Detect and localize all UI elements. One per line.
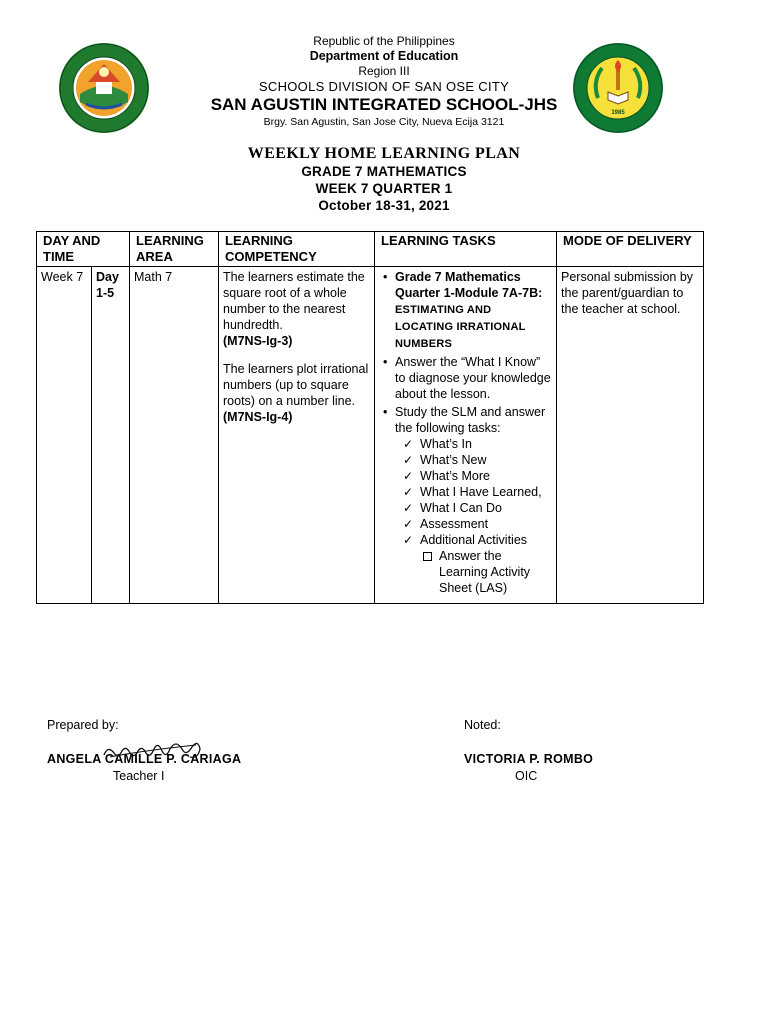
task-answer-what-i-know: • Answer the “What I Know” to diagnose your knowledge about the lesson. <box>383 354 552 402</box>
table-row <box>37 267 704 604</box>
checklist-item: ✓ Assessment <box>403 516 552 532</box>
task-module-title: Grade 7 Mathematics Quarter 1-Module 7A-7B: <box>395 270 543 300</box>
checklist-item: ✓ What I Have Learned, <box>403 484 552 500</box>
header-mode-of-delivery: MODE OF DELIVERY <box>557 232 704 267</box>
plan-title: WEEKLY HOME LEARNING PLAN <box>247 145 521 162</box>
competency-code-2: (M7NS-Ig-4) <box>223 410 293 424</box>
task-module <box>383 269 552 352</box>
letterhead <box>0 33 768 129</box>
competency-estimate: The learners estimate the square root of a whole number to the nearest hundredth. <box>223 270 365 332</box>
prepared-by-label: Prepared by: <box>47 718 119 732</box>
week-cell: Week 7 <box>37 267 92 604</box>
box-item-las: Answer the Learning Activity Sheet (LAS) <box>419 548 552 596</box>
header-learning-competency: LEARNING COMPETENCY <box>219 232 375 267</box>
noted-by-role: OIC <box>515 769 538 783</box>
checklist-item: ✓ What’s In <box>403 436 552 452</box>
noted-by-label: Noted: <box>464 718 501 732</box>
task-study-slm <box>383 404 552 596</box>
day-cell: Day 1-5 <box>92 267 130 604</box>
prepared-by-role: Teacher I <box>113 769 165 783</box>
region-line: Region III <box>358 64 410 78</box>
noted-by-block <box>464 717 593 785</box>
noted-by-name: VICTORIA P. ROMBO <box>464 752 594 766</box>
task-study-text: Study the SLM and answer the following tasks: <box>395 405 546 435</box>
header-learning-area: LEARNING AREA <box>130 232 219 267</box>
department-line: Department of Education <box>309 49 459 63</box>
checklist-item: ✓ Additional Activities <box>403 532 552 548</box>
task-module-topic: ESTIMATING AND LOCATING IRRATIONAL NUMBERS <box>395 304 526 350</box>
header-learning-tasks: LEARNING TASKS <box>375 232 557 267</box>
competency-plot: The learners plot irrational numbers (up to square roots) on a number line. <box>223 362 369 408</box>
republic-line: Republic of the Philippines <box>313 34 455 48</box>
week-quarter-line: WEEK 7 QUARTER 1 <box>315 181 453 196</box>
task-checklist <box>395 436 552 548</box>
tasks-cell <box>375 267 557 604</box>
delivery-cell: Personal submission by the parent/guardian to the teacher at school. <box>557 267 704 604</box>
school-address: Brgy. San Agustin, San Jose City, Nueva Ecija 3121 <box>263 116 505 128</box>
learning-plan-table <box>36 231 704 604</box>
table-header-row <box>37 232 704 267</box>
checklist-item: ✓ What’s More <box>403 468 552 484</box>
task-box-list <box>395 548 552 596</box>
checklist-item: ✓ What I Can Do <box>403 500 552 516</box>
plan-titles <box>0 145 768 214</box>
date-range-line: October 18-31, 2021 <box>318 198 450 213</box>
checklist-item: ✓ What’s New <box>403 452 552 468</box>
subject-line: GRADE 7 MATHEMATICS <box>301 164 467 179</box>
area-cell: Math 7 <box>130 267 219 604</box>
school-name: SAN AGUSTIN INTEGRATED SCHOOL-JHS <box>210 95 558 114</box>
prepared-by-name: ANGELA CAMILLE P. CARIAGA <box>47 752 242 766</box>
header-day-time: DAY AND TIME <box>37 232 130 267</box>
competency-code-1: (M7NS-Ig-3) <box>223 334 293 348</box>
task-list <box>379 269 552 596</box>
division-line: SCHOOLS DIVISION OF SAN OSE CITY <box>258 79 510 94</box>
handwritten-signature <box>100 737 206 763</box>
seal-year: 1985 <box>611 110 625 116</box>
competency-cell <box>219 267 375 604</box>
